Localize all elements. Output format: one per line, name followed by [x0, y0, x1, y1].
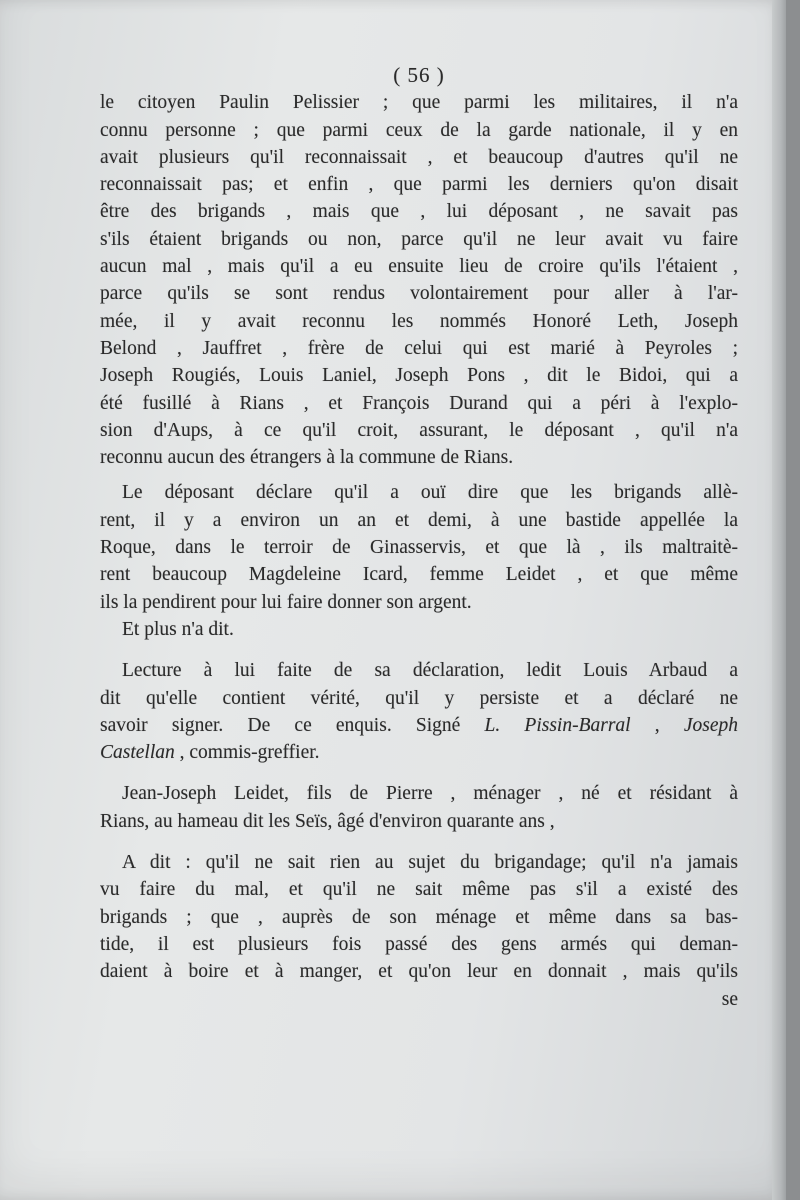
closing-line: Et plus n'a dit. [122, 618, 234, 640]
page-text [100, 62, 738, 1013]
text-line: mée, il y avait reconnu les nommés Honoré Leth, Joseph [100, 310, 738, 332]
testimony [100, 849, 738, 985]
text-line: le citoyen Paulin Pelissier ; que parmi les militaires, il n'a [100, 92, 738, 114]
separator: , [630, 714, 684, 736]
signature-block [100, 657, 738, 766]
text-line [100, 712, 738, 739]
text-line: brigands ; que , auprès de son ménage et même dans sa bas- [100, 906, 738, 928]
text-line: Lecture à lui faite de sa déclaration, ledit Louis Arbaud a [122, 660, 738, 682]
text-line: Le déposant déclare qu'il a ouï dire que les brigands allè- [122, 482, 738, 504]
text-line: aucun mal , mais qu'il a eu ensuite lieu de croire qu'ils l'étaient , [100, 256, 738, 278]
page-edge [772, 0, 786, 1200]
text-line: Belond , Jauffret , frère de celui qui est marié à Peyroles ; [100, 337, 738, 359]
spacer [100, 835, 738, 849]
clerk-first-name: Joseph [683, 714, 738, 736]
text-line: rent beaucoup Magdeleine Icard, femme Leidet , et que même [100, 564, 738, 586]
text-line: reconnu aucun des étrangers à la commune de Rians. [100, 447, 514, 469]
spacer [100, 766, 738, 780]
text-line: reconnaissait pas; et enfin , que parmi les derniers qu'on disait [100, 174, 738, 196]
text-line: connu personne ; que parmi ceux de la garde nationale, il y en [100, 119, 738, 141]
clerk-last-name: Castellan [100, 742, 175, 764]
signature-text: savoir signer. De ce enquis. Signé [100, 714, 485, 736]
text-line: sion d'Aups, à ce qu'il croit, assurant, le déposant , qu'il n'a [100, 419, 738, 441]
clerk-title: , commis-greffier. [174, 742, 320, 764]
text-line: dit qu'elle contient vérité, qu'il y persiste et a déclaré ne [100, 687, 738, 709]
witness-intro [100, 780, 738, 835]
text-line: rent, il y a environ un an et demi, à une bastide appellée la [100, 509, 738, 531]
catchword: se [721, 988, 738, 1010]
page-number: ( 56 ) [393, 63, 445, 87]
text-line: s'ils étaient brigands ou non, parce qu'il ne leur avait vu faire [100, 228, 738, 250]
text-line: daient à boire et à manger, et qu'on leur en donnait , mais qu'ils [100, 961, 738, 983]
paragraph-1 [100, 89, 738, 471]
text-line: A dit : qu'il ne sait rien au sujet du brigandage; qu'il n'a jamais [122, 852, 738, 874]
text-line: parce qu'ils se sont rendus volontairement pour aller à l'ar- [100, 283, 738, 305]
text-line: été fusillé à Rians , et François Durand qui a péri à l'explo- [100, 392, 738, 414]
text-line: Roque, dans le terroir de Ginasservis, et que là , ils maltraitè- [100, 537, 738, 559]
paragraph-2 [100, 479, 738, 615]
text-line: être des brigands , mais que , lui déposant , ne savait pas [100, 201, 738, 223]
text-line: Joseph Rougiés, Louis Laniel, Joseph Pons , dit le Bidoi, qui a [100, 365, 738, 387]
text-line [100, 739, 738, 766]
text-line: tide, il est plusieurs fois passé des gens armés qui deman- [100, 933, 738, 955]
signatory-name: L. Pissin-Barral [484, 714, 631, 736]
text-line: Jean-Joseph Leidet, fils de Pierre , ménager , né et résidant à [122, 783, 738, 805]
text-line: Rians, au hameau dit les Seïs, âgé d'environ quarante ans , [100, 810, 555, 832]
spacer [100, 643, 738, 657]
text-line: vu faire du mal, et qu'il ne sait même pas s'il a existé des [100, 879, 738, 901]
text-line: ils la pendirent pour lui faire donner son argent. [100, 591, 472, 613]
spacer [100, 471, 738, 479]
text-line: avait plusieurs qu'il reconnaissait , et beaucoup d'autres qu'il ne [100, 146, 738, 168]
